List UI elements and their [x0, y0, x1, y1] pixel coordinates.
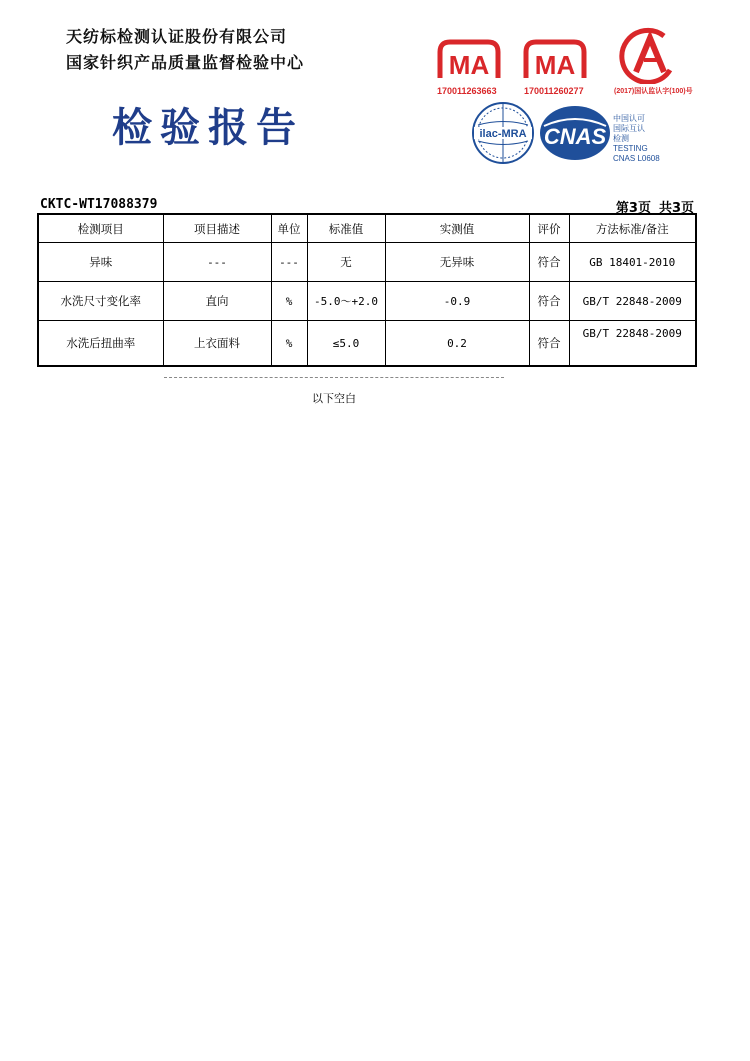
header-method-standard: 方法标准/备注	[569, 214, 696, 243]
cell-evaluation: 符合	[529, 321, 569, 367]
header-description: 项目描述	[163, 214, 271, 243]
cma-code-1: 170011263663	[437, 86, 497, 96]
blank-below-note: 以下空白	[312, 392, 356, 405]
table-header-row	[38, 214, 696, 243]
cell-test-item: 水洗后扭曲率	[38, 321, 163, 367]
cell-evaluation: 符合	[529, 282, 569, 321]
cma-code-2: 170011260277	[524, 86, 584, 96]
end-divider	[164, 377, 504, 378]
table-row	[38, 321, 696, 367]
cma-logo-2	[522, 38, 588, 84]
cell-evaluation: 符合	[529, 243, 569, 282]
cnas-caption-line: 国际互认	[613, 124, 645, 133]
cnas-caption-line: 中国认可	[613, 114, 645, 123]
cell-unit: ---	[271, 243, 307, 282]
cma-logo-text: MA	[448, 50, 490, 80]
cell-standard-value: 无	[307, 243, 385, 282]
cell-description: 直向	[163, 282, 271, 321]
header-unit: 单位	[271, 214, 307, 243]
cma-logo-text: MA	[534, 50, 576, 80]
ilac-mra-logo	[470, 100, 536, 166]
cell-test-item: 异味	[38, 243, 163, 282]
cell-method-standard: GB/T 22848-2009	[569, 321, 696, 367]
page-current: 第3页	[615, 201, 651, 216]
cell-test-item: 水洗尺寸变化率	[38, 282, 163, 321]
cal-logo	[614, 26, 684, 84]
cnas-logo	[538, 104, 612, 162]
header-evaluation: 评价	[529, 214, 569, 243]
cell-standard-value: -5.0～+2.0	[307, 282, 385, 321]
cnas-caption-line: 检测	[613, 134, 629, 143]
cell-measured-value: 无异味	[385, 243, 529, 282]
page-total: 共3页	[658, 201, 694, 216]
report-number: CKTC-WT17088379	[40, 197, 158, 212]
header-measured-value: 实测值	[385, 214, 529, 243]
cell-description: 上衣面料	[163, 321, 271, 367]
cnas-caption-line: TESTING	[613, 144, 648, 153]
cell-unit: %	[271, 321, 307, 367]
table-row	[38, 243, 696, 282]
header-test-item: 检测项目	[38, 214, 163, 243]
cell-method-standard: GB/T 22848-2009	[569, 282, 696, 321]
cell-standard-value: ≤5.0	[307, 321, 385, 367]
organization-center-name: 国家针织产品质量监督检验中心	[66, 53, 305, 72]
cnas-logo-text: CNAS	[543, 124, 607, 149]
header-standard-value: 标准值	[307, 214, 385, 243]
cma-logo-1	[436, 38, 502, 84]
cell-description: ---	[163, 243, 271, 282]
results-table	[37, 213, 697, 367]
report-title: 检验报告	[112, 104, 304, 151]
table-row	[38, 282, 696, 321]
cell-unit: %	[271, 282, 307, 321]
cal-code: (2017)国认监认字(100)号	[614, 88, 693, 95]
cell-method-standard: GB 18401-2010	[569, 243, 696, 282]
ilac-mra-text: ilac-MRA	[479, 128, 527, 140]
organization-name: 天纺标检测认证股份有限公司	[66, 27, 288, 46]
cell-measured-value: -0.9	[385, 282, 529, 321]
cnas-caption-line: CNAS L0608	[613, 154, 660, 163]
cell-measured-value: 0.2	[385, 321, 529, 367]
cnas-caption	[613, 114, 660, 164]
